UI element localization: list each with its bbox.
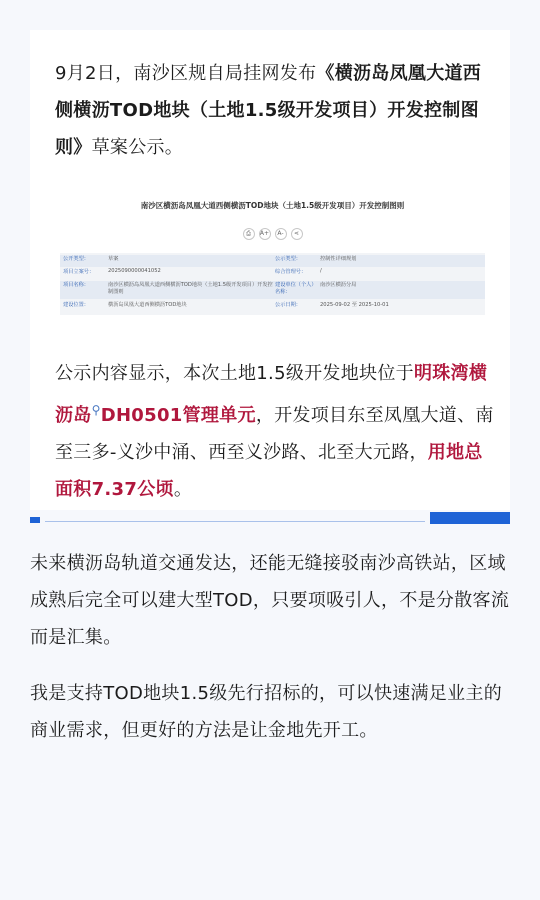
embedded-doc-toolbar bbox=[55, 228, 490, 240]
divider-line bbox=[45, 521, 425, 522]
row-value: 草案 bbox=[108, 256, 119, 262]
row-label: 公示日期： bbox=[275, 302, 301, 308]
font-small-icon: A- bbox=[275, 228, 287, 240]
details-middle: ，开发项目东至凤凰大道、南至三多-义沙中涌、西至义沙路、北至大元路， bbox=[55, 405, 494, 463]
row-value: 控制性详细规划 bbox=[320, 256, 357, 262]
row-label: 项目立案号： bbox=[63, 269, 95, 275]
highlight-area: 用地总面积7.37公顷 bbox=[55, 442, 483, 500]
divider-accent-left bbox=[30, 517, 40, 523]
document-title-bold: 《横沥岛凤凰大道西侧横沥TOD地块（土地1.5级开发项目）开发控制图则》 bbox=[55, 63, 482, 158]
highlight-unit[interactable]: DH0501管理单元 bbox=[100, 405, 256, 426]
details-suffix: 。 bbox=[173, 479, 193, 500]
row-label: 建设位置： bbox=[63, 302, 89, 308]
table-row bbox=[60, 268, 485, 280]
quote-paragraph-announcement bbox=[55, 55, 495, 166]
row-value: 2025-09-02 至 2025-10-01 bbox=[320, 302, 389, 308]
row-label: 公示类型： bbox=[275, 256, 301, 262]
search-icon[interactable]: ⚲ bbox=[91, 403, 101, 417]
row-label: 公开类型： bbox=[63, 256, 89, 262]
highlight-location: 明珠湾横沥岛 bbox=[55, 363, 488, 426]
divider-accent-right bbox=[430, 512, 510, 524]
quote-card bbox=[30, 30, 510, 510]
row-value: 南沙区横沥岛凤凰大道西侧横沥TOD地块（土地1.5级开发项目）开发控制图则 bbox=[108, 282, 273, 295]
embedded-document-image[interactable] bbox=[55, 195, 490, 350]
body-paragraph-1: 未来横沥岛轨道交通发达，还能无缝接驳南沙高铁站，区域成熟后完全可以建大型TOD，只要项吸引人，不是分散客流而是汇集。 bbox=[30, 553, 510, 648]
row-value: / bbox=[320, 268, 322, 274]
row-label: 建设单位（个人）名称： bbox=[275, 282, 314, 295]
quote-paragraph-details bbox=[55, 355, 495, 508]
body-paragraph-2: 我是支持TOD地块1.5级先行招标的，可以快速满足业主的商业需求，但更好的方法是让金地先开工。 bbox=[30, 683, 503, 741]
row-label: 项目名称： bbox=[63, 282, 89, 288]
table-row bbox=[60, 255, 485, 267]
table-row bbox=[60, 281, 485, 299]
announcement-suffix: 草案公示。 bbox=[91, 137, 184, 158]
print-icon: ⎙ bbox=[243, 228, 255, 240]
table-row bbox=[60, 301, 485, 313]
font-large-icon: A+ bbox=[259, 228, 271, 240]
row-value: 横沥岛凤凰大道西侧横沥TOD地块 bbox=[108, 302, 187, 308]
row-value: 南沙区横沥分局 bbox=[320, 282, 357, 288]
details-prefix: 公示内容显示，本次土地1.5级开发地块位于 bbox=[55, 363, 414, 384]
embedded-doc-info-table bbox=[60, 253, 485, 315]
embedded-doc-title: 南沙区横沥岛凤凰大道西侧横沥TOD地块（土地1.5级开发项目）开发控制图则 bbox=[140, 201, 405, 210]
row-value: 2025090000041052 bbox=[108, 268, 161, 274]
announcement-prefix: 9月2日，南沙区规自局挂网发布 bbox=[55, 63, 317, 84]
share-icon: ⋖ bbox=[291, 228, 303, 240]
row-label: 综合管理号： bbox=[275, 269, 307, 275]
